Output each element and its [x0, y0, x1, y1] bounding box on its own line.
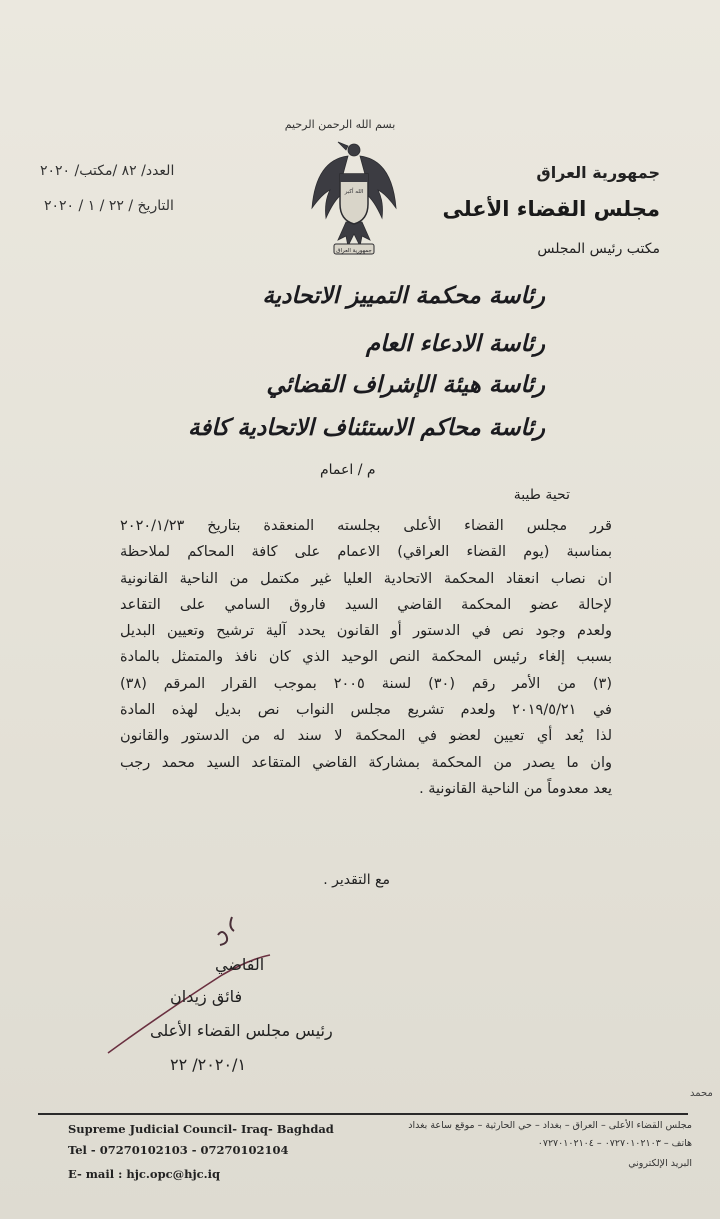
- emblem-text-top: الله أكبر: [344, 189, 364, 195]
- signature-date: ٢٠٢٠/١/ ٢٢: [170, 1055, 247, 1074]
- footer-en-phone: Tel - 07270102103 - 07270102104: [68, 1143, 289, 1157]
- office-name: مكتب رئيس المجلس: [537, 241, 660, 257]
- closing-line: مع التقدير .: [323, 872, 390, 888]
- body-line: لإحالة عضو المحكمة القاضي السيد فاروق السامي على التقاعد: [120, 596, 612, 613]
- body-line: (٣) من الأمر رقم (٣٠) لسنة ٢٠٠٥ بموجب القرار المرقم (٣٨): [120, 675, 612, 692]
- letter-body: [120, 513, 612, 802]
- footer-divider: [38, 1113, 688, 1115]
- signatory-role: رئيس مجلس القضاء الأعلى: [150, 1021, 333, 1040]
- body-line: قرر مجلس القضاء الأعلى بجلسته المنعقدة بتاريخ ٢٠٢٠/١/٢٣: [120, 518, 612, 534]
- footer-ar-email: البريد الإلكتروني: [628, 1158, 692, 1169]
- signatory-name: فائق زيدان: [170, 987, 243, 1006]
- subject-line: م / اعمام: [320, 462, 376, 478]
- body-line: بسبب إلغاء رئيس المحكمة النص الوحيد الذي كان نافذ والمتمثل بالمادة: [120, 649, 612, 666]
- iraq-eagle-emblem-icon: [308, 138, 400, 258]
- greeting: تحية طيبة: [513, 487, 570, 503]
- addressee-appeal-courts: رئاسة محاكم الاستئناف الاتحادية كافة: [187, 415, 545, 441]
- footer-en-address: Supreme Judicial Council- Iraq- Baghdad: [68, 1122, 334, 1136]
- basmala: بسم الله الرحمن الرحيم: [284, 118, 396, 131]
- body-line: يعد معدوماً من الناحية القانونية .: [419, 780, 612, 797]
- body-line: لذا يُعد أي تعيين لعضو في المحكمة لا سند له من الدستور والقانون: [120, 728, 612, 745]
- body-line: ان نصاب انعقاد المحكمة الاتحادية العليا غير مكتمل من الناحية القانونية: [120, 570, 612, 587]
- republic-name: جمهورية العراق: [536, 163, 660, 182]
- body-line: ولعدم وجود نص في الدستور أو القانون يحدد آلية ترشيح وتعيين البديل: [120, 623, 612, 640]
- footer-ar-address: مجلس القضاء الأعلى – العراق – بغداد – حي الحارثية – موقع ساعة بغداد: [408, 1120, 692, 1131]
- signatory-title: القاضي: [215, 955, 265, 974]
- addressee-judicial-supervision: رئاسة هيئة الإشراف القضائي: [266, 372, 545, 398]
- emblem-text-bottom: جمهورية العراق: [336, 248, 372, 254]
- council-name: مجلس القضاء الأعلى: [442, 197, 660, 221]
- addressee-cassation-court: رئاسة محكمة التمييز الاتحادية: [262, 283, 545, 309]
- footer-ar-phone: هاتف – ٠٧٢٧٠١٠٢١٠٣ – ٠٧٢٧٠١٠٢١٠٤: [537, 1138, 692, 1149]
- footer-corner-note: محمد: [690, 1088, 713, 1099]
- reference-number: العدد/ ٨٢ /مكتب/ ٢٠٢٠: [40, 163, 175, 179]
- footer-en-email: E- mail : hjc.opc@hjc.iq: [68, 1167, 221, 1181]
- body-line: في ٢٠١٩/٥/٢١ ولعدم تشريع مجلس النواب نص بديل لهذه المادة: [120, 702, 612, 719]
- body-line: بمناسبة (يوم القضاء العراقي) الاعمام على كافة المحاكم لملاحظة: [120, 544, 612, 561]
- addressee-public-prosecution: رئاسة الادعاء العام: [365, 331, 545, 357]
- body-line: وان ما يصدر من المحكمة بمشاركة القاضي المتقاعد السيد محمد رجب: [120, 754, 612, 771]
- reference-date: التاريخ / ٢٢ / ١ / ٢٠٢٠: [44, 198, 174, 214]
